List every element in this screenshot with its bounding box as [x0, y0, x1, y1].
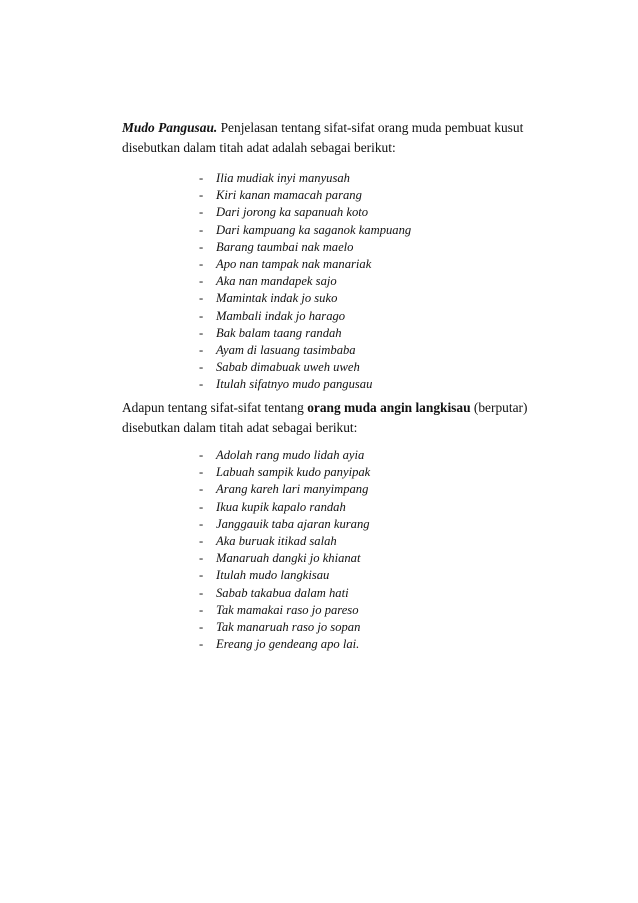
verse-item — [199, 308, 411, 325]
verse-text: Janggauik taba ajaran kurang — [216, 516, 370, 531]
verse-item — [199, 342, 411, 359]
paragraph-text: Adapun tentang sifat-sifat tentang — [122, 400, 308, 415]
verse-item — [199, 325, 411, 342]
dash-bullet: - — [199, 482, 204, 497]
intro-paragraph-mudo-pangusau — [122, 118, 522, 158]
verse-text: Itulah sifatnyo mudo pangusau — [216, 377, 373, 392]
verse-item — [199, 359, 411, 376]
verse-item — [199, 567, 370, 584]
dash-bullet: - — [199, 568, 204, 583]
intro-paragraph-angin-langkisau — [122, 398, 528, 438]
paragraph-text: (berputar) — [470, 400, 528, 415]
paragraph-line — [122, 118, 522, 138]
dash-bullet: - — [199, 637, 204, 652]
verse-item — [199, 533, 370, 550]
dash-bullet: - — [199, 274, 204, 289]
dash-bullet: - — [199, 205, 204, 220]
dash-bullet: - — [199, 239, 204, 254]
verse-item — [199, 273, 411, 290]
verse-item — [199, 516, 370, 533]
paragraph-text: Penjelasan tentang sifat-sifat orang muda pembuat kusut — [217, 120, 524, 135]
verse-text: Aka buruak itikad salah — [216, 533, 337, 548]
verse-list-angin-langkisau — [199, 447, 370, 653]
verse-item — [199, 499, 370, 516]
verse-item — [199, 585, 370, 602]
dash-bullet: - — [199, 325, 204, 340]
verse-text: Manaruah dangki jo khianat — [216, 551, 361, 566]
dash-bullet: - — [199, 516, 204, 531]
paragraph-text: disebutkan dalam titah adat adalah sebagai berikut: — [122, 140, 396, 155]
dash-bullet: - — [199, 377, 204, 392]
verse-text: Bak balam taang randah — [216, 325, 342, 340]
verse-item — [199, 204, 411, 221]
verse-text: Ilia mudiak inyi manyusah — [216, 171, 350, 185]
verse-text: Barang taumbai nak maelo — [216, 239, 354, 254]
verse-item — [199, 290, 411, 307]
dash-bullet: - — [199, 448, 204, 462]
verse-text: Tak manaruah raso jo sopan — [216, 619, 361, 634]
verse-text: Mamintak indak jo suko — [216, 291, 338, 306]
paragraph-line — [122, 398, 528, 418]
paragraph-text: disebutkan dalam titah adat sebagai berikut: — [122, 420, 358, 435]
dash-bullet: - — [199, 533, 204, 548]
verse-text: Aka nan mandapek sajo — [216, 274, 337, 289]
verse-text: Itulah mudo langkisau — [216, 568, 330, 583]
verse-item — [199, 636, 370, 653]
verse-text: Sabab dimabuak uweh uweh — [216, 360, 360, 375]
verse-text: Ereang jo gendeang apo lai. — [216, 637, 360, 652]
dash-bullet: - — [199, 222, 204, 237]
verse-item — [199, 187, 411, 204]
verse-text: Sabab takabua dalam hati — [216, 585, 349, 600]
verse-item — [199, 550, 370, 567]
verse-item — [199, 170, 411, 187]
bold-phrase: orang muda angin langkisau — [307, 400, 471, 415]
verse-item — [199, 239, 411, 256]
verse-text: Tak mamakai raso jo pareso — [216, 602, 359, 617]
verse-text: Kiri kanan mamacah parang — [216, 188, 362, 203]
dash-bullet: - — [199, 308, 204, 323]
dash-bullet: - — [199, 256, 204, 271]
dash-bullet: - — [199, 465, 204, 480]
verse-list-mudo-pangusau — [199, 170, 411, 393]
dash-bullet: - — [199, 619, 204, 634]
dash-bullet: - — [199, 291, 204, 306]
verse-text: Labuah sampik kudo panyipak — [216, 465, 371, 480]
dash-bullet: - — [199, 602, 204, 617]
verse-item — [199, 619, 370, 636]
verse-item — [199, 376, 411, 393]
section-lead-title: Mudo Pangusau. — [122, 120, 218, 135]
verse-item — [199, 481, 370, 498]
verse-item — [199, 222, 411, 239]
verse-text: Ikua kupik kapalo randah — [216, 499, 346, 514]
dash-bullet: - — [199, 585, 204, 600]
dash-bullet: - — [199, 188, 204, 203]
verse-item — [199, 256, 411, 273]
verse-text: Dari kampuang ka saganok kampuang — [216, 222, 412, 237]
verse-text: Adolah rang mudo lidah ayia — [216, 448, 365, 462]
dash-bullet: - — [199, 360, 204, 375]
verse-text: Mambali indak jo harago — [216, 308, 346, 323]
verse-text: Ayam di lasuang tasimbaba — [216, 342, 356, 357]
dash-bullet: - — [199, 499, 204, 514]
verse-text: Arang kareh lari manyimpang — [216, 482, 369, 497]
dash-bullet: - — [199, 342, 204, 357]
verse-item — [199, 602, 370, 619]
verse-item — [199, 464, 370, 481]
verse-item — [199, 447, 370, 464]
dash-bullet: - — [199, 171, 204, 185]
dash-bullet: - — [199, 551, 204, 566]
verse-text: Dari jorong ka sapanuah koto — [216, 205, 369, 220]
verse-text: Apo nan tampak nak manariak — [216, 256, 372, 271]
